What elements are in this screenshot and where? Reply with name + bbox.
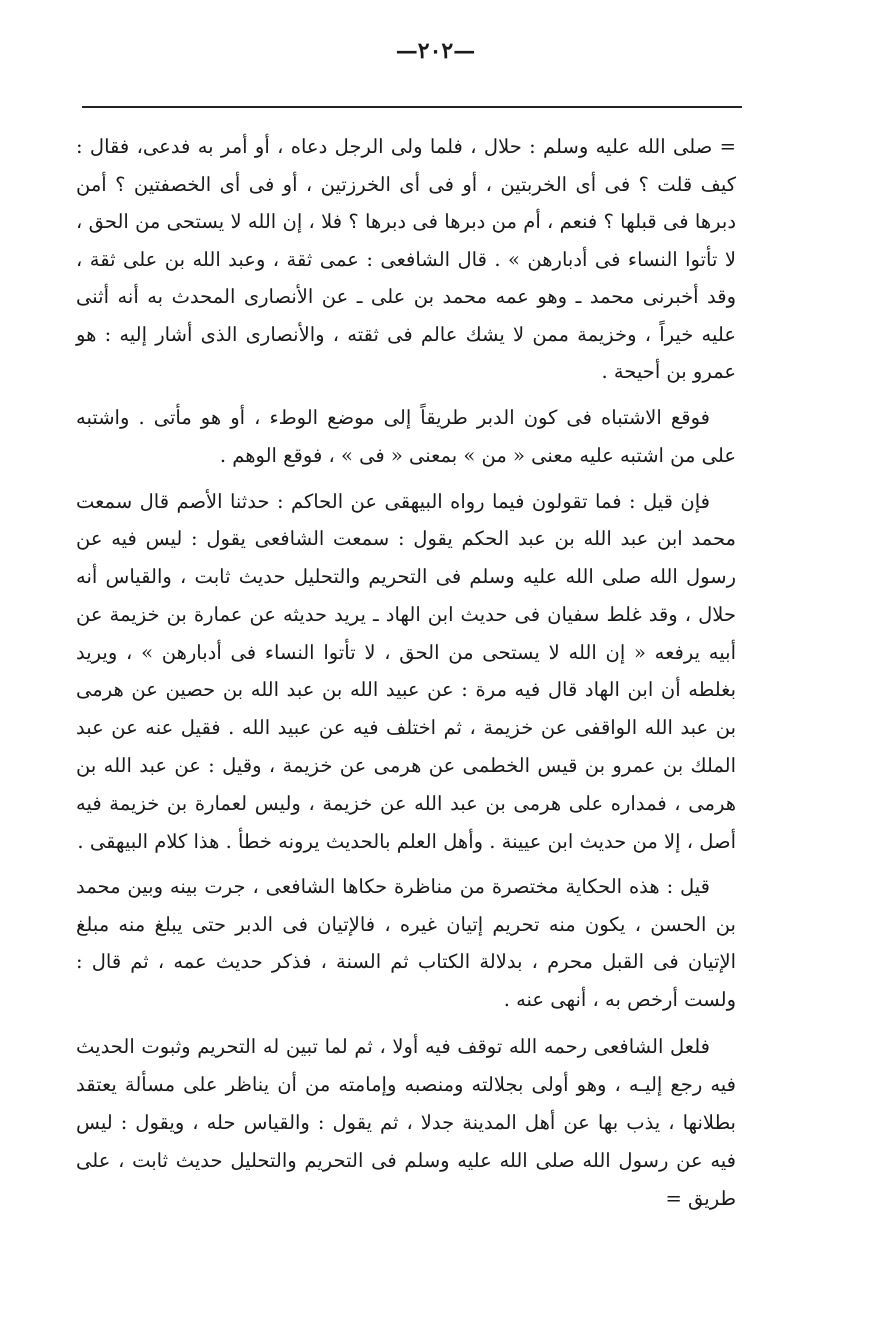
- page-body: [76, 128, 736, 1218]
- header-rule: [82, 106, 742, 108]
- paragraph-2: فوقع الاشتباه فى كون الدبر طريقاً إلى موضع الوطء ، أو هو مأتى . واشتبه على من اشتبه عليه معنى « من » بمعنى « فى » ، فوقع الوهم .: [76, 405, 736, 467]
- page-number: —٢٠٢—: [395, 38, 476, 64]
- paragraph-5: فلعل الشافعى رحمه الله توقف فيه أولا ، ثم لما تبين له التحريم وثبوت الحديث فيه رجع إليـه ، وهو أولى بجلالته ومنصبه وإمامته من أن يناظر على مسألة يعتقد بطلانها ، يذب بها عن أهل المدينة جدلا ، ثم يقول : والقياس حله ، ويقول : ليس فيه عن رسول الله صلى الله عليه وسلم فى التحريم والتحليل حديث ثابت ، على طريق =: [76, 1035, 736, 1211]
- paragraph-3: فإن قيل : فما تقولون فيما رواه البيهقى عن الحاكم : حدثنا الأصم قال سمعت محمد ابن عبد الله بن عبد الحكم يقول : سمعت الشافعى يقول : ليس فيه عن رسول الله صلى الله عليه وسلم فى التحريم والتحليل حديث ثابت ، والقياس أنه حلال ، وقد غلط سفيان فى حديث ابن الهاد ـ يريد حديثه عن عمارة بن خزيمة عن أبيه يرفعه « إن الله لا يستحى من الحق ، لا تأتوا النساء فى أدبارهن » ، ويريد بغلطه أن ابن الهاد قال فيه مرة : عن عبيد الله بن عبد الله بن حصين عن هرمى بن عبد الله الواقفى عن خزيمة ، ثم اختلف فيه عن عبيد الله . فقيل عنه عن عبد الملك بن عمرو بن قيس الخطمى عن هرمى عن خزيمة ، وقيل : عن عبد الله بن هرمى ، فمداره على هرمى بن عبد الله عن خزيمة ، وليس لعمارة بن خزيمة فيه أصل ، إلا من حديث ابن عيينة . وأهل العلم بالحديث يرونه خطأ . هذا كلام البيهقى .: [76, 489, 736, 853]
- paragraph-4: قيل : هذه الحكاية مختصرة من مناظرة حكاها الشافعى ، جرت بينه وبين محمد بن الحسن ، يكون منه تحريم إتيان غيره ، فالإتيان فى الدبر حتى يبلغ منه مبلغ الإتيان فى القبل محرم ، بدلالة الكتاب ثم السنة ، فذكر حديث عمه ، ثم قال : ولست أرخص به ، أنهى عنه .: [76, 875, 736, 1011]
- paragraph-1: = صلى الله عليه وسلم : حلال ، فلما ولى الرجل دعاه ، أو أمر به فدعى، فقال : كيف قلت ؟ فى أى الخربتين ، أو فى أى الخرزتين ، أو فى أى الخصفتين ؟ أمن دبرها فى قبلها ؟ فنعم ، أم من دبرها فى دبرها ؟ فلا ، إن الله لا يستحى من الحق ، لا تأتوا النساء فى أدبارهن » . قال الشافعى : عمى ثقة ، وعبد الله بن على ثقة ، وقد أخبرنى محمد ـ وهو عمه محمد بن على ـ عن الأنصارى المحدث به أنه أثنى عليه خيراً ، وخزيمة ممن لا يشك عالم فى ثقته ، والأنصارى الذى أشار إليه : هو عمرو بن أحيحة .: [76, 135, 736, 383]
